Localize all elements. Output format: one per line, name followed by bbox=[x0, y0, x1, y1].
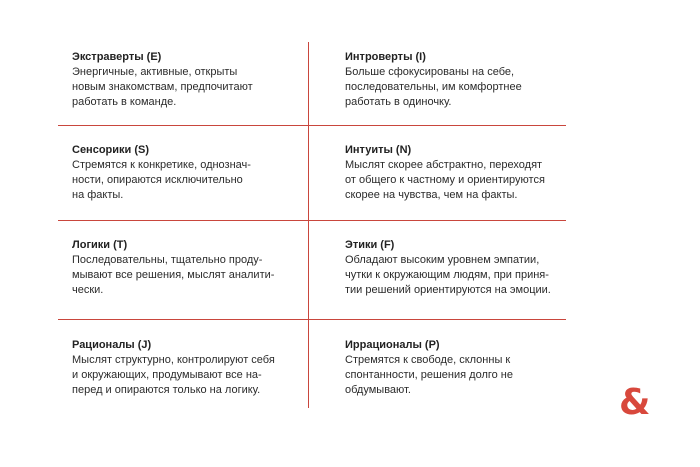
cell-title: Иррационалы (P) bbox=[345, 339, 440, 351]
horizontal-divider-1 bbox=[58, 125, 566, 126]
cell-sensors bbox=[72, 143, 287, 203]
cell-intuitives bbox=[345, 143, 560, 203]
cell-title: Этики (F) bbox=[345, 239, 395, 251]
cell-description: Энергичные, активные, открыты новым знакомствам, предпочитают работать в команде. bbox=[72, 66, 253, 108]
cell-title: Логики (T) bbox=[72, 239, 128, 251]
cell-introverts bbox=[345, 50, 560, 110]
cell-title: Сенсорики (S) bbox=[72, 144, 150, 156]
cell-title: Экстраверты (Е) bbox=[72, 51, 162, 63]
cell-thinkers bbox=[72, 238, 287, 298]
cell-title: Интроверты (I) bbox=[345, 51, 426, 63]
cell-perceivers bbox=[345, 338, 560, 398]
cell-feelers bbox=[345, 238, 560, 298]
cell-description: Стремятся к свободе, склонны к спонтанности, решения долго не обдумывают. bbox=[345, 354, 514, 396]
cell-description: Больше сфокусированы на себе, последовательны, им комфортнее работать в одиночку. bbox=[345, 66, 522, 108]
ampersand-logo-icon: & bbox=[619, 382, 651, 423]
horizontal-divider-2 bbox=[58, 220, 566, 221]
cell-description: Обладают высоким уровнем эмпатии, чутки к окружающим людям, при приня- тии решений ориентируются на эмоции. bbox=[345, 254, 551, 296]
horizontal-divider-3 bbox=[58, 319, 566, 320]
cell-description: Мыслят скорее абстрактно, переходят от общего к частному и ориентируются скорее на чувства, чем на факты. bbox=[345, 159, 545, 201]
cell-description: Мыслят структурно, контролируют себя и окружающих, продумывают все на- перед и опираются только на логику. bbox=[72, 354, 275, 396]
cell-description: Стремятся к конкретике, однознач- ности, опираются исключительно на факты. bbox=[72, 159, 251, 201]
cell-title: Рационалы (J) bbox=[72, 339, 152, 351]
cell-description: Последовательны, тщательно проду- мывают все решения, мыслят аналити- чески. bbox=[72, 254, 275, 296]
cell-extraverts bbox=[72, 50, 287, 110]
vertical-divider bbox=[308, 42, 309, 408]
cell-title: Интуиты (N) bbox=[345, 144, 412, 156]
cell-judgers bbox=[72, 338, 287, 398]
